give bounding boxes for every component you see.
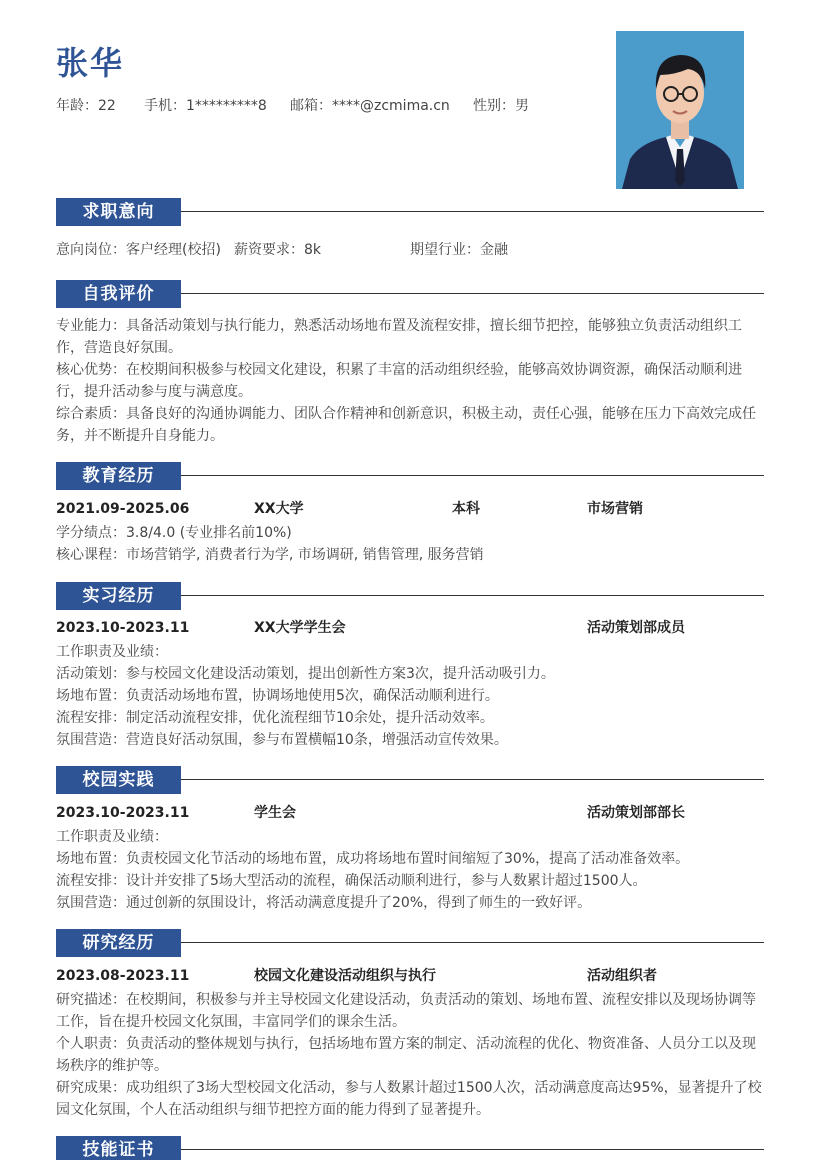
internship-line: 流程安排：制定活动流程安排，优化流程细节10余处，提升活动效率。 [56, 710, 494, 726]
section-title: 自我评价 [56, 280, 181, 308]
section-title: 实习经历 [56, 582, 181, 610]
section-divider [181, 1149, 764, 1150]
candidate-name: 张华 [56, 44, 125, 82]
section-divider [181, 211, 764, 212]
campus-line: 场地布置：负责校园文化节活动的场地布置，成功将场地布置时间缩短了30%，提高了活动准备效率。 [56, 851, 690, 867]
education-courses: 核心课程：市场营销学, 消费者行为学, 市场调研, 销售管理, 服务营销 [56, 547, 484, 563]
campus-org: 学生会 [254, 805, 296, 821]
section-skills [56, 1136, 764, 1160]
email: 邮箱：****@zcmima.cn [290, 98, 450, 114]
section-divider [181, 475, 764, 476]
internship-period: 2023.10-2023.11 [56, 620, 190, 636]
section-title: 教育经历 [56, 462, 181, 490]
section-title: 校园实践 [56, 766, 181, 794]
section-divider [181, 595, 764, 596]
section-title: 研究经历 [56, 929, 181, 957]
intent-position: 意向岗位：客户经理(校招) [56, 242, 221, 258]
research-line: 研究描述：在校期间，积极参与并主导校园文化建设活动，负责活动的策划、场地布置、流程安排以及现场协调等工作，旨在提升校园文化氛围，丰富同学们的课余生活。 [56, 992, 756, 1030]
education-school: XX大学 [254, 501, 304, 517]
campus-line: 工作职责及业绩： [56, 829, 168, 845]
section-title: 技能证书 [56, 1136, 181, 1160]
education-degree: 本科 [452, 501, 480, 517]
self-eval-item: 核心优势：在校期间积极参与校园文化建设，积累了丰富的活动组织经验，能够高效协调资源，确保活动顺利进行，提升活动参与度与满意度。 [56, 362, 742, 400]
section-title: 求职意向 [56, 198, 181, 226]
person-portrait-icon [616, 31, 744, 189]
section-self-evaluation [56, 280, 764, 308]
internship-org: XX大学学生会 [254, 620, 346, 636]
age: 年龄：22 [56, 98, 116, 114]
intent-salary: 薪资要求：8k [234, 242, 322, 258]
research-header-row [56, 965, 764, 987]
research-title: 校园文化建设活动组织与执行 [254, 968, 436, 984]
education-gpa: 学分绩点：3.8/4.0 (专业排名前10%) [56, 525, 292, 541]
education-major: 市场营销 [587, 501, 643, 517]
profile-photo [616, 31, 744, 189]
campus-header-row [56, 802, 764, 824]
section-divider [181, 293, 764, 294]
section-campus-practice [56, 766, 764, 794]
internship-role: 活动策划部成员 [587, 620, 685, 636]
section-research [56, 929, 764, 957]
section-education [56, 462, 764, 490]
internship-line: 场地布置：负责活动场地布置，协调场地使用5次，确保活动顺利进行。 [56, 688, 499, 704]
campus-period: 2023.10-2023.11 [56, 805, 190, 821]
research-line: 个人职责：负责活动的整体规划与执行，包括场地布置方案的制定、活动流程的优化、物资准备、人员分工以及现场秩序的维护等。 [56, 1036, 756, 1074]
internship-line: 工作职责及业绩： [56, 644, 168, 660]
research-line: 研究成果：成功组织了3场大型校园文化活动，参与人数累计超过1500人次，活动满意度高达95%，显著提升了校园文化氛围，个人在活动组织与细节把控方面的能力得到了显著提升。 [56, 1080, 762, 1118]
internship-line: 活动策划：参与校园文化建设活动策划，提出创新性方案3次，提升活动吸引力。 [56, 666, 555, 682]
gender: 性别：男 [473, 98, 529, 114]
internship-line: 氛围营造：营造良好活动氛围，参与布置横幅10条，增强活动宣传效果。 [56, 732, 508, 748]
campus-role: 活动策划部部长 [587, 805, 685, 821]
education-header-row [56, 498, 764, 520]
internship-header-row [56, 617, 764, 639]
intent-row [56, 239, 764, 261]
campus-line: 流程安排：设计并安排了5场大型活动的流程，确保活动顺利进行，参与人数累计超过1500人。 [56, 873, 647, 889]
campus-line: 氛围营造：通过创新的氛围设计，将活动满意度提升了20%，得到了师生的一致好评。 [56, 895, 592, 911]
education-period: 2021.09-2025.06 [56, 501, 190, 517]
section-divider [181, 942, 764, 943]
section-divider [181, 779, 764, 780]
section-internship [56, 582, 764, 610]
section-job-intent [56, 198, 764, 226]
intent-industry: 期望行业：金融 [410, 242, 508, 258]
research-period: 2023.08-2023.11 [56, 968, 190, 984]
self-eval-item: 专业能力：具备活动策划与执行能力，熟悉活动场地布置及流程安排，擅长细节把控，能够独立负责活动组织工作，营造良好氛围。 [56, 318, 742, 356]
self-eval-item: 综合素质：具备良好的沟通协调能力、团队合作精神和创新意识，积极主动，责任心强，能够在压力下高效完成任务，并不断提升自身能力。 [56, 406, 756, 444]
research-role: 活动组织者 [587, 968, 657, 984]
phone: 手机：1*********8 [144, 98, 267, 114]
